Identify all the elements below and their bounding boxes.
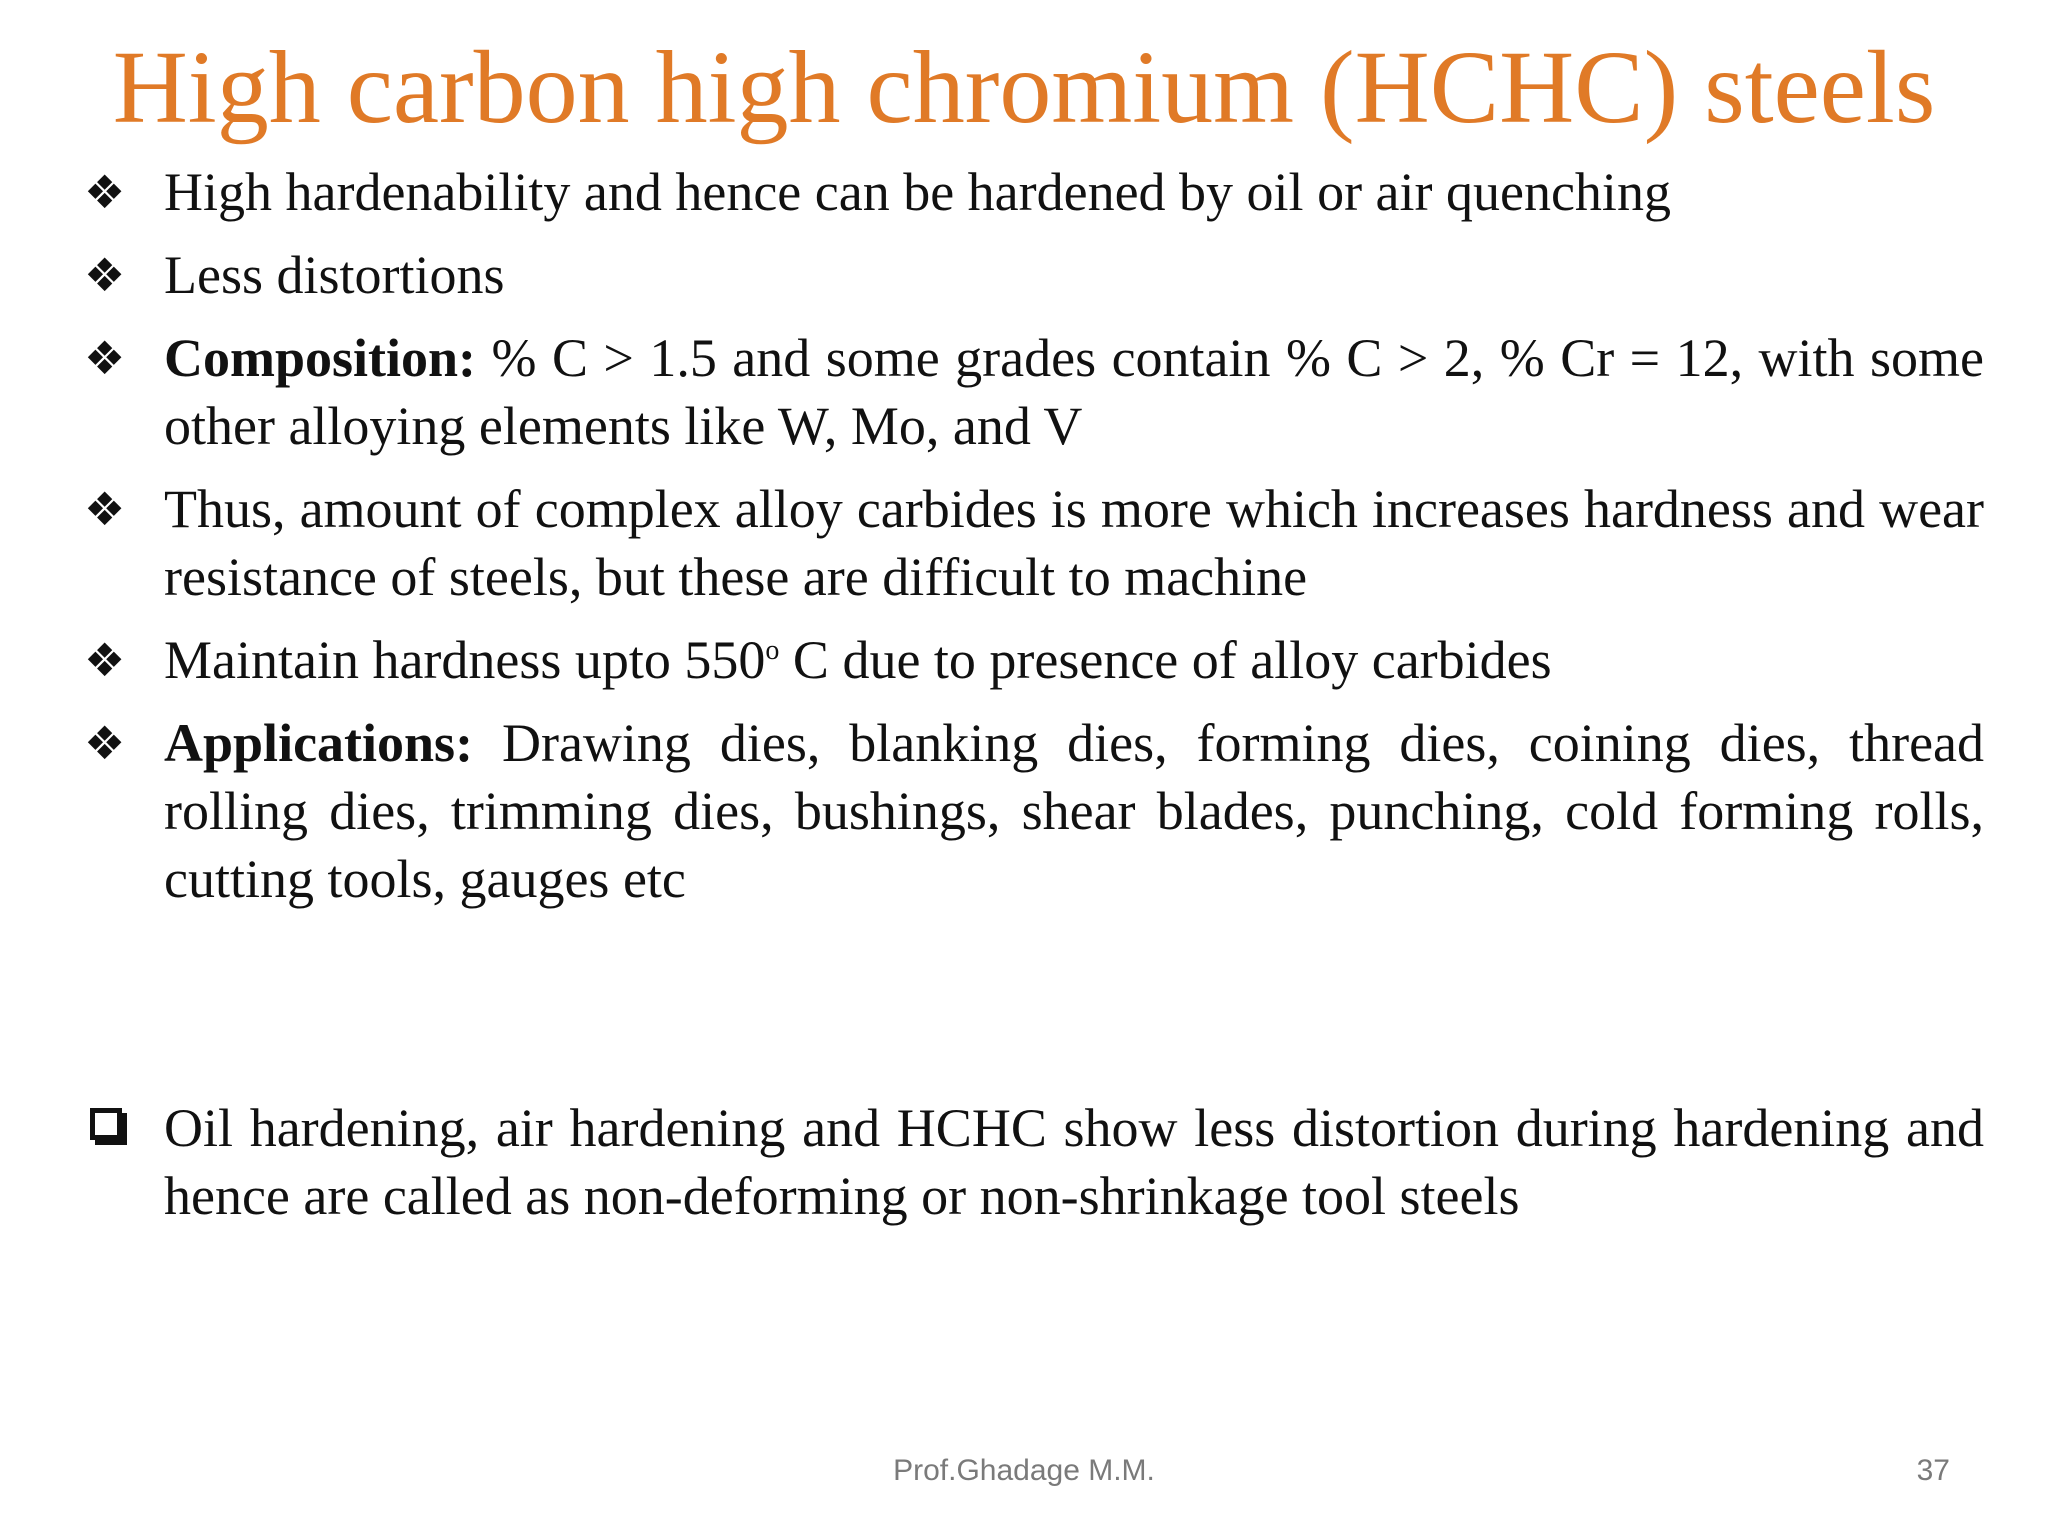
- page-number: 37: [1916, 1454, 1950, 1487]
- slide-title: High carbon high chromium (HCHC) steels: [112, 30, 1936, 145]
- note-text: Oil hardening, air hardening and HCHC show less distortion during hardening and hence are called as non-deforming or non-shrinkage tool steels: [164, 1098, 1984, 1226]
- bullet-text-before: Maintain hardness upto 550: [164, 630, 766, 690]
- list-item-distortions: [84, 241, 1984, 309]
- bullet-text: % C > 1.5 and some grades contain % C > 2, % Cr = 12, with some other alloying elements like W, Mo, and V: [164, 328, 1984, 456]
- bullet-lead: Composition:: [164, 328, 477, 388]
- four-diamond-bullet-icon: ❖: [84, 331, 126, 385]
- footer-author: Prof.Ghadage M.M.: [893, 1454, 1155, 1487]
- bullet-text: Thus, amount of complex alloy carbides is more which increases hardness and wear resistance of steels, but these are difficult to machine: [164, 479, 1984, 607]
- bullet-text: Drawing dies, blanking dies, forming dies, coining dies, thread rolling dies, trimming dies, bushings, shear blades, punching, cold forming rolls, cutting tools, gauges etc: [164, 713, 1985, 909]
- four-diamond-bullet-icon: ❖: [84, 248, 126, 302]
- bullet-text: High hardenability and hence can be hardened by oil or air quenching: [164, 162, 1671, 222]
- four-diamond-bullet-icon: ❖: [84, 716, 126, 770]
- list-item-composition: [84, 324, 1984, 460]
- bullet-list: [84, 158, 1984, 928]
- list-item-hardenability: [84, 158, 1984, 226]
- square-checkbox-bullet-icon: [90, 1108, 122, 1140]
- list-item-carbides: [84, 475, 1984, 611]
- bullet-text: Less distortions: [164, 245, 505, 305]
- four-diamond-bullet-icon: ❖: [84, 165, 126, 219]
- degree-superscript: o: [765, 635, 780, 666]
- summary-note: [84, 1094, 1984, 1230]
- list-item-applications: [84, 709, 1984, 913]
- four-diamond-bullet-icon: ❖: [84, 633, 126, 687]
- list-item-temperature: [84, 626, 1984, 694]
- bullet-lead: Applications:: [164, 713, 474, 773]
- four-diamond-bullet-icon: ❖: [84, 482, 126, 536]
- bullet-text-after: C due to presence of alloy carbides: [779, 630, 1552, 690]
